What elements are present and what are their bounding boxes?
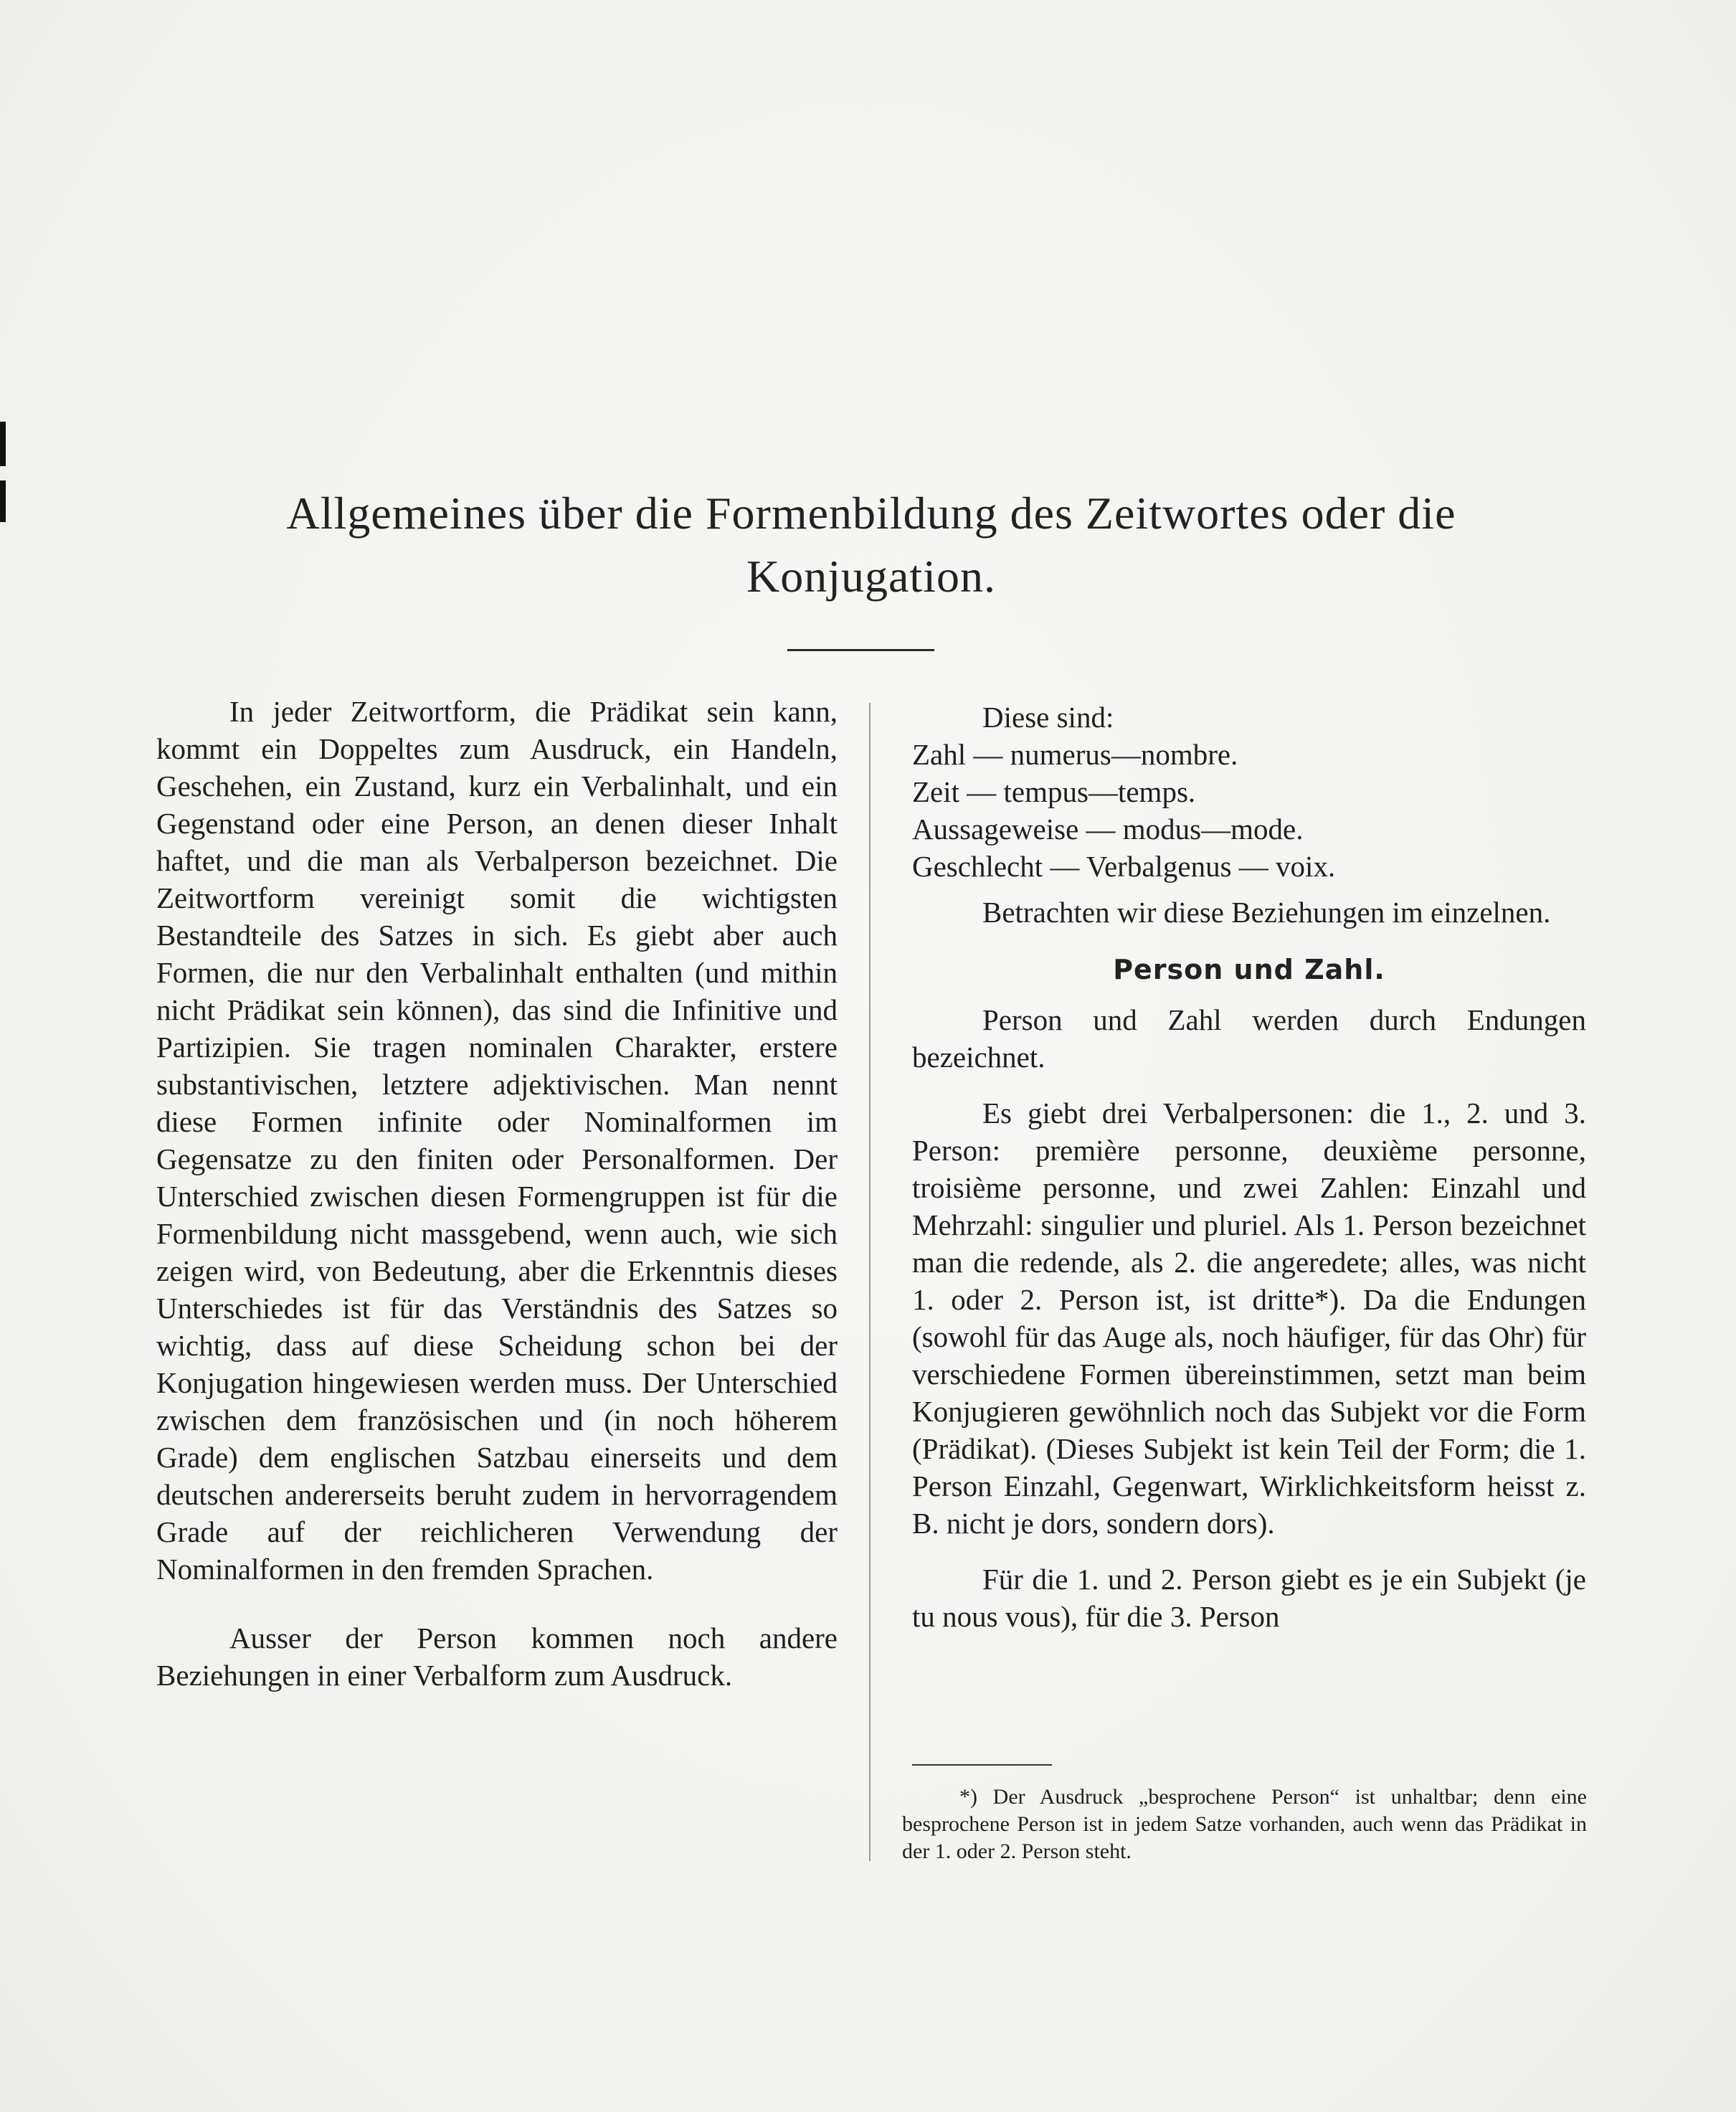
page-title [143, 482, 1599, 608]
paragraph-zeitwortform: In jeder Zeitwortform, die Prädikat sein kann, kommt ein Doppeltes zum Ausdruck, ein Handeln, Geschehen, ein Zustand, kurz ein Verbalinhalt, und ein Gegenstand oder eine Person, an denen dieser Inhalt haftet, und die man als Verbalperson bezeichnet. Die Zeitwortform vereinigt somit die wichtigsten Bestandteile des Satzes in sich. Es giebt aber auch Formen, die nur den Verbalinhalt enthalten (und mithin nicht Prädikat sein können), das sind die Infinitive und Partizipien. Sie tragen nominalen Charakter, erstere substantivischen, letztere adjektivischen. Man nennt diese Formen infinite oder Nominalformen im Gegensatze zu den finiten oder Personalformen. Der Unterschied zwischen diesen Formengruppen ist für die Formenbildung nicht massgebend, wenn auch, wie sich zeigen wird, von Bedeutung, aber die Erkenntnis dieses Unterschiedes ist für das Verständnis des Satzes so wichtig, dass auf diese Scheidung schon bei der Konjugation hingewiesen werden muss. Der Unterschied zwischen dem französischen und (in noch höherem Grade) dem englischen Satzbau einerseits und dem deutschen andererseits beruht zudem in hervorragendem Grade auf der reichlicheren Verwendung der Nominalformen in den fremden Sprachen. [156, 695, 838, 1586]
list-lead: Diese sind: [982, 701, 1114, 734]
relations-list [912, 699, 1586, 885]
list-item: Zeit — tempus—temps. [912, 775, 1196, 808]
footnote-rule [912, 1764, 1052, 1766]
paragraph-ausser: Ausser der Person kommen noch andere Beziehungen in einer Verbalform zum Ausdruck. [156, 1621, 838, 1692]
paragraph-verbalpersonen: Es giebt drei Verbalpersonen: die 1., 2. und 3. Person: première personne, deuxième personne, troisième personne, und zwei Zahlen: Einzahl und Mehrzahl: singulier und pluriel. Als 1. Person bezeichnet man die redende, als 2. die angeredete; alles, was nicht 1. oder 2. Person ist, ist dritte*). Da die Endungen (sowohl für das Auge als, noch häufiger, für das Ohr) für verschiedene Formen übereinstimmen, setzt man beim Konjugieren gewöhnlich noch das Subjekt vor die Form (Prädikat). (Dieses Subjekt ist kein Teil der Form; die 1. Person Einzahl, Gegenwart, Wirklichkeitsform heisst z. B. nicht je dors, sondern dors). [912, 1097, 1586, 1540]
title-line-2: Konjugation. [746, 551, 996, 602]
section-heading: Person und Zahl. [1113, 954, 1385, 985]
paragraph-endungen: Person und Zahl werden durch Endungen bezeichnet. [912, 1003, 1586, 1074]
column-divider [869, 703, 871, 1861]
right-column [912, 699, 1586, 1635]
list-item: Geschlecht — Verbalgenus — voix. [912, 850, 1336, 883]
left-column [156, 693, 838, 1694]
binding-mark [0, 480, 6, 522]
paragraph-subjekt: Für die 1. und 2. Person giebt es je ein Subjekt (je tu nous vous), für die 3. Person [912, 1563, 1586, 1633]
list-item: Zahl — numerus—nombre. [912, 738, 1238, 771]
title-rule [787, 649, 934, 651]
binding-mark [0, 422, 6, 466]
list-item: Aussageweise — modus—mode. [912, 813, 1304, 846]
paragraph-betrachten: Betrachten wir diese Beziehungen im einzelnen. [982, 896, 1551, 929]
footnote: *) Der Ausdruck „besprochene Person“ ist unhaltbar; denn eine besprochene Person ist in jedem Satze vorhanden, auch wenn das Prädikat in der 1. oder 2. Person steht. [902, 1785, 1587, 1863]
title-line-1: Allgemeines über die Formenbildung des Zeitwortes oder die [286, 488, 1456, 539]
